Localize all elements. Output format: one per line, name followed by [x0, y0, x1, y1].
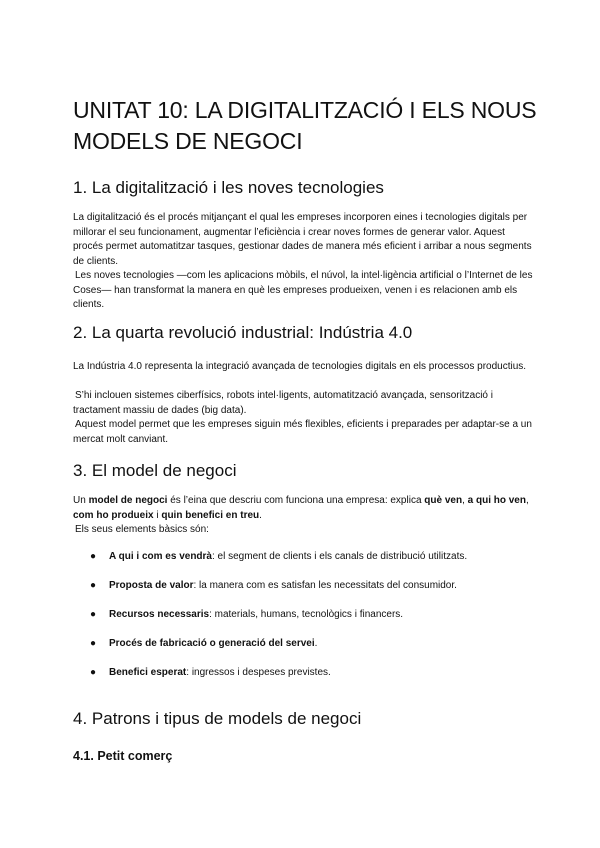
section-2-paragraph-1: La Indústria 4.0 representa la integració avançada de tecnologies digitals en els processos productius.	[73, 361, 527, 372]
page-title: UNITAT 10: LA DIGITALITZACIÓ I ELS NOUS MODELS DE NEGOCI	[73, 97, 537, 154]
business-model-elements-list	[73, 550, 543, 695]
item-bold: Procés de fabricació o generació del servei	[109, 638, 315, 649]
intro-text-4: ,	[525, 495, 529, 506]
intro-text-3: ,	[462, 495, 468, 506]
section-1-heading: 1. La digitalització i les noves tecnologies	[73, 178, 384, 197]
item-text: : la manera com es satisfan les necessitats del consumidor.	[193, 580, 457, 591]
section-4-1-subheading: 4.1. Petit comerç	[73, 749, 173, 763]
section-1-paragraph-2: Les noves tecnologies —com les aplicacions mòbils, el núvol, la intel·ligència artificial o l’Internet de les Coses— han transformat la manera en què les empreses produeixen, venen i es relacionen amb els clients.	[73, 270, 533, 310]
item-bold: A qui i com es vendrà	[109, 551, 212, 562]
intro-bold-benefici: quin benefici en treu	[161, 509, 260, 521]
section-1-paragraph-1: La digitalització és el procés mitjançant el qual les empreses incorporen eines i tecnologies digitals per millorar el seu funcionament, augmentar l’eficiència i crear noves formes de generar valor. Aquest procés permet automatitzar tasques, gestionar dades de manera més eficient i arribar a nous segments de clients.	[73, 212, 532, 267]
bullet-icon: ●	[90, 551, 97, 562]
intro-text-6: .	[259, 509, 262, 521]
intro-text-1: Un	[73, 495, 89, 506]
intro-bold-a-qui: a qui ho ven	[467, 495, 526, 506]
item-bold: Benefici esperat	[109, 667, 187, 678]
list-item	[73, 579, 543, 608]
item-text: : ingressos i despeses previstes.	[186, 667, 331, 678]
intro-bold-que-ven: què ven	[424, 495, 463, 506]
item-bold: Recursos necessaris	[109, 609, 210, 620]
intro-bold-model: model de negoci	[88, 495, 168, 506]
bullet-icon: ●	[90, 667, 97, 678]
bullet-icon: ●	[90, 609, 97, 620]
item-text: : materials, humans, tecnològics i financers.	[209, 609, 404, 620]
list-item	[73, 608, 543, 637]
bullet-icon: ●	[90, 638, 97, 649]
section-4-heading: 4. Patrons i tipus de models de negoci	[73, 709, 362, 728]
item-text: .	[314, 638, 318, 649]
intro-text-2: és l’eina que descriu com funciona una empresa: explica	[167, 495, 425, 506]
section-3-intro	[73, 494, 535, 523]
list-item	[73, 550, 543, 579]
bullet-icon: ●	[90, 580, 97, 591]
item-bold: Proposta de valor	[109, 580, 194, 591]
intro-bold-com-produeix: com ho produeix	[73, 509, 154, 521]
section-2-heading: 2. La quarta revolució industrial: Indústria 4.0	[73, 323, 413, 342]
section-2-paragraph-2: S’hi inclouen sistemes ciberfísics, robots intel·ligents, automatització avançada, sensorització i tractament massiu de dades (big data).	[73, 390, 493, 416]
intro-text-5: i	[153, 509, 162, 521]
section-3-heading: 3. El model de negoci	[73, 461, 237, 480]
list-item	[73, 637, 543, 666]
item-text: : el segment de clients i els canals de distribució utilitzats.	[212, 551, 468, 562]
section-2-paragraph-3: Aquest model permet que les empreses siguin més flexibles, eficients i preparades per adaptar-se a un mercat molt canviant.	[73, 419, 532, 445]
section-3-elements-label: Els seus elements bàsics són:	[75, 524, 209, 535]
list-item	[73, 666, 543, 695]
